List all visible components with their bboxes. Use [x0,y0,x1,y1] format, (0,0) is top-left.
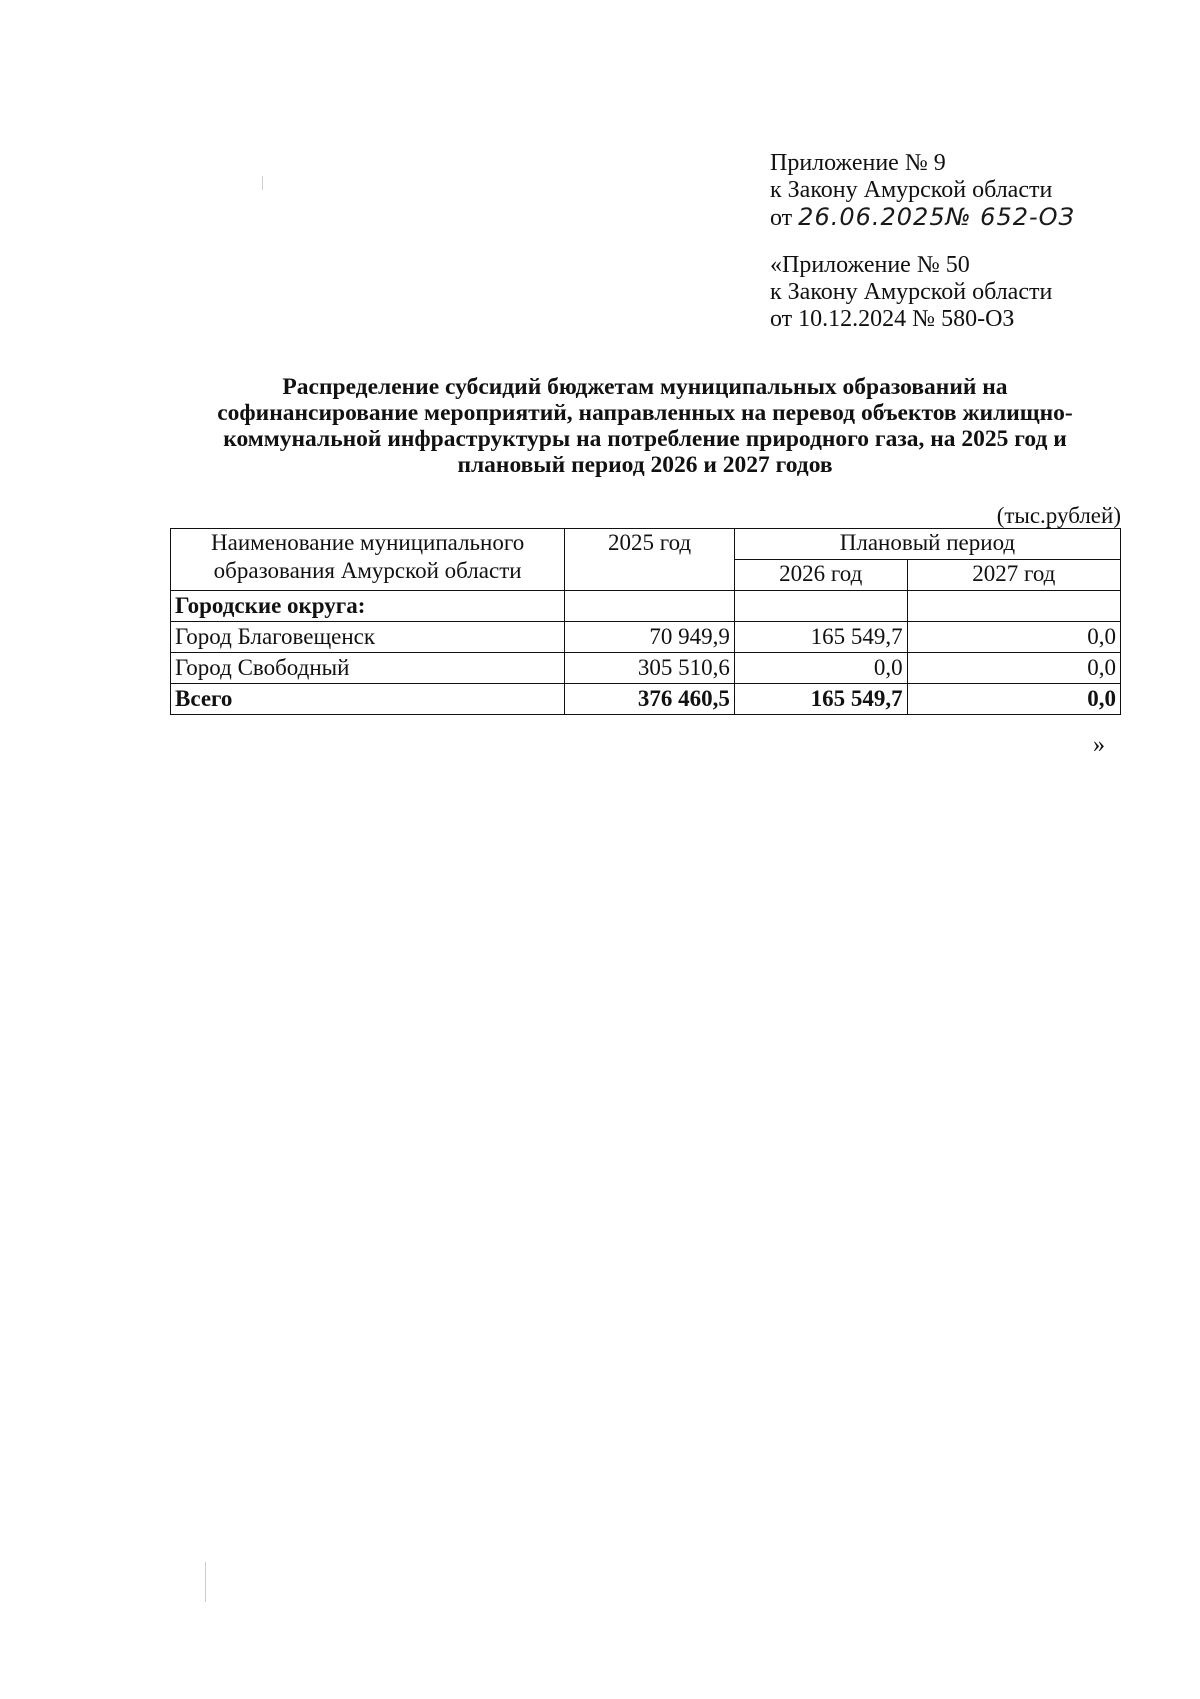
header-year-2025: 2025 год [565,529,735,591]
total-value-2025: 376 460,5 [565,684,735,715]
appendix-current-line2: к Закону Амурской области [770,177,1053,203]
handwritten-signed-date: 26.06.2025 [798,203,946,231]
total-label: Всего [171,684,565,715]
appendix-current-prefix: от [770,205,793,231]
document-title [170,374,1120,478]
row-value-2025: 70 949,9 [565,622,735,653]
row-value-2027: 0,0 [907,653,1120,684]
appendix-current-header [770,150,1075,232]
group-label: Городские округа: [171,591,565,622]
header-year-2027: 2027 год [907,560,1120,591]
appendix-current-line3 [770,204,1075,232]
header-municipality-line1: Наименование муниципального [211,530,525,555]
header-planning-period: Плановый период [734,529,1120,560]
units-label: (тыс.рублей) [996,503,1121,528]
title-line1: Распределение субсидий бюджетам муниципальных образований на [282,374,1008,400]
table-total-row [171,684,1121,715]
header-year-2026: 2026 год [734,560,907,591]
header-municipality [171,529,565,591]
row-value-2027: 0,0 [907,622,1120,653]
table-header-row [171,529,1121,560]
appendix-original-line1: «Приложение № 50 [770,252,970,278]
title-line4: плановый период 2026 и 2027 годов [457,452,833,478]
subsidy-table [170,528,1121,715]
total-value-2027: 0,0 [907,684,1120,715]
handwritten-signed-number: № 652-ОЗ [945,203,1075,231]
appendix-original-line3: от 10.12.2024 № 580-ОЗ [770,306,1015,332]
row-value-2025: 305 510,6 [565,653,735,684]
row-name: Город Свободный [171,653,565,684]
appendix-original-line2: к Закону Амурской области [770,279,1053,305]
title-line3: коммунальной инфраструктуры на потребление природного газа, на 2025 год и [223,426,1067,452]
row-value-2026: 165 549,7 [734,622,907,653]
table-row [171,653,1121,684]
appendix-original-header [770,252,1052,333]
table-group-row [171,591,1121,622]
row-value-2026: 0,0 [734,653,907,684]
total-value-2026: 165 549,7 [734,684,907,715]
closing-quote: » [1093,732,1105,758]
header-municipality-line2: образования Амурской области [213,558,522,583]
scan-artifact-mark [205,1562,206,1602]
appendix-current-line1: Приложение № 9 [770,150,946,176]
table-row [171,622,1121,653]
row-name: Город Благовещенск [171,622,565,653]
scan-artifact-mark [262,176,263,190]
title-line2: софинансирование мероприятий, направленных на перевод объектов жилищно- [217,400,1073,426]
